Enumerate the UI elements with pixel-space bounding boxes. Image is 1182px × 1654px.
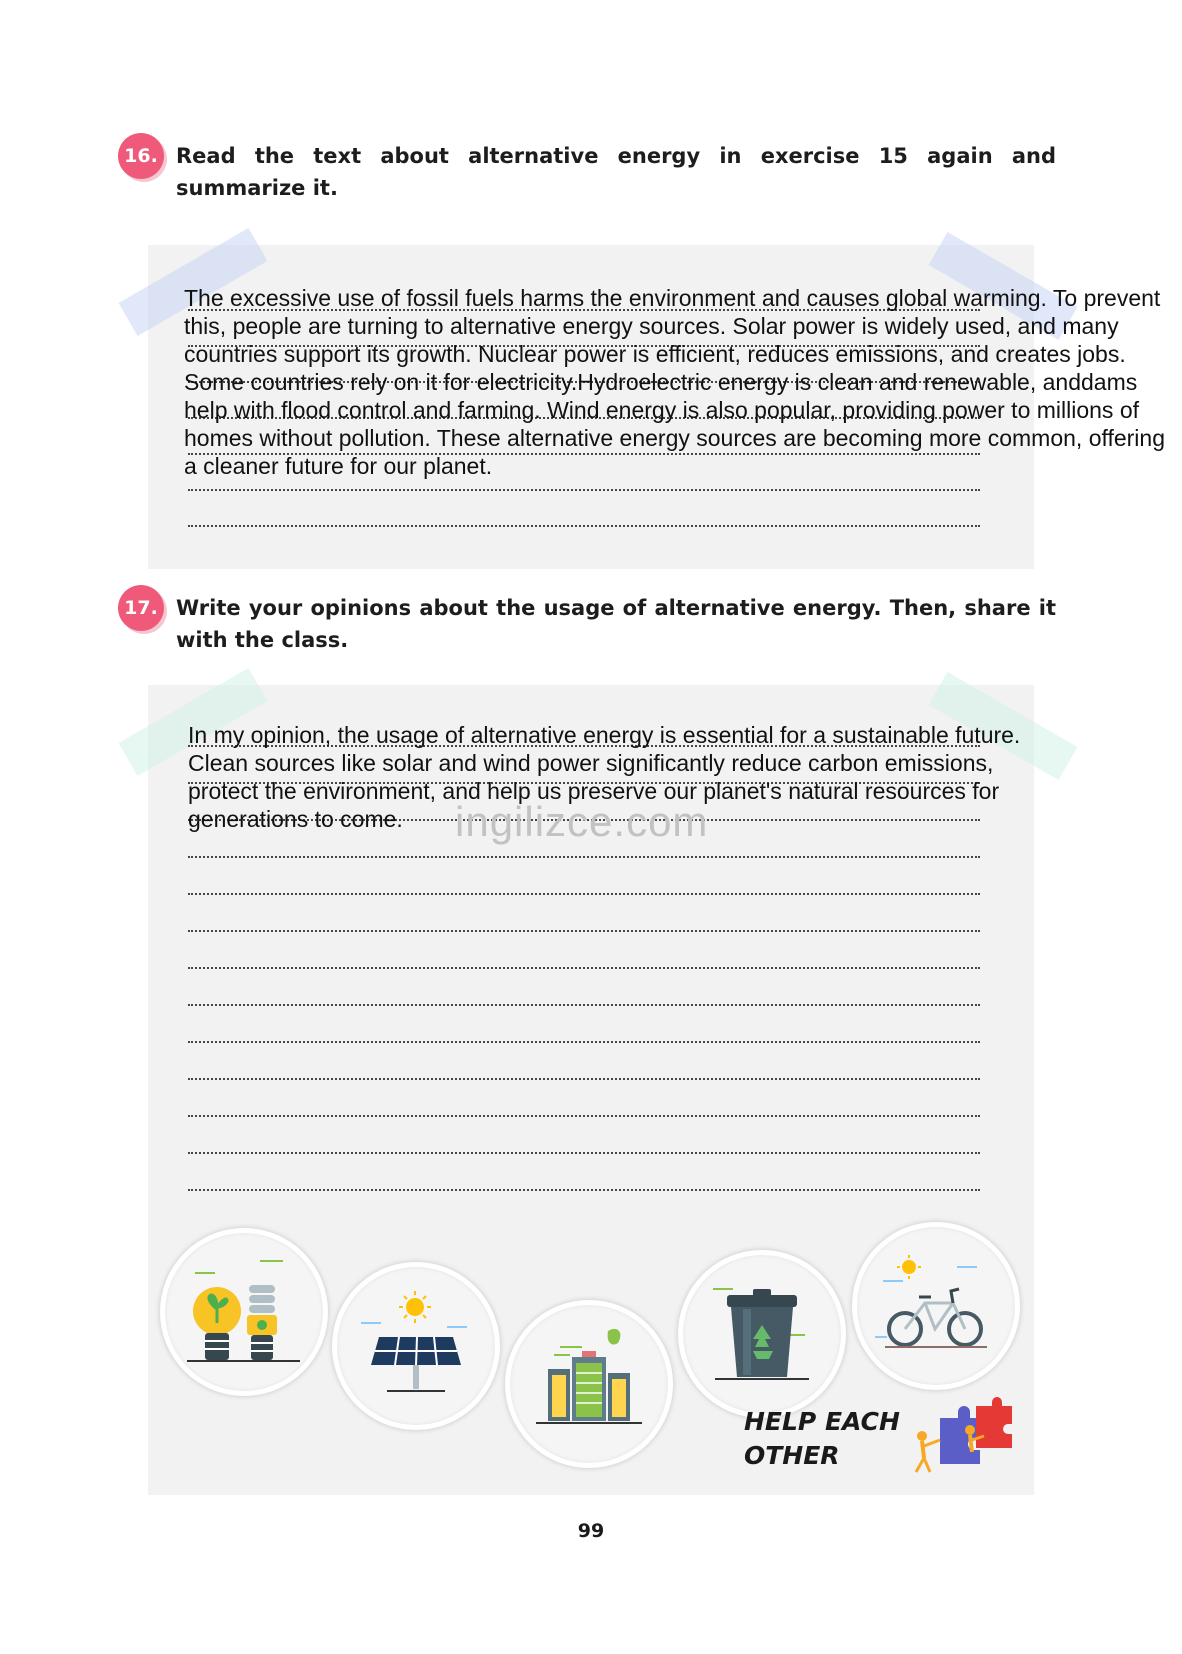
light-bulbs-icon bbox=[165, 1233, 323, 1391]
writing-line bbox=[188, 1078, 980, 1080]
solar-panel-icon bbox=[337, 1267, 495, 1425]
writing-line bbox=[188, 856, 980, 858]
page-number: 99 bbox=[577, 1520, 605, 1542]
motto-line-2: OTHER bbox=[744, 1441, 840, 1470]
writing-line bbox=[188, 1115, 980, 1117]
writing-line bbox=[188, 893, 980, 895]
puzzle-people-icon bbox=[910, 1396, 1020, 1476]
writing-line bbox=[188, 489, 980, 491]
question-16-instruction: Read the text about alternative energy in exercise 15 again and summarize it. bbox=[176, 144, 1056, 200]
writing-line bbox=[188, 1004, 980, 1006]
help-each-other-motto bbox=[744, 1405, 900, 1473]
illustration-circle-bulbs bbox=[160, 1228, 328, 1396]
watermark: ingilizce.com bbox=[455, 798, 709, 845]
writing-line bbox=[188, 930, 980, 932]
illustration-circle-recycle bbox=[678, 1250, 846, 1418]
question-number-17: 17. bbox=[118, 585, 164, 631]
writing-line bbox=[188, 1189, 980, 1191]
writing-line bbox=[188, 967, 980, 969]
illustration-circle-solar bbox=[332, 1262, 500, 1430]
illustration-circle-bike bbox=[852, 1222, 1020, 1390]
bicycle-icon bbox=[857, 1227, 1015, 1385]
writing-line bbox=[188, 525, 980, 527]
recycle-bin-icon bbox=[683, 1255, 841, 1413]
writing-line bbox=[188, 1152, 980, 1154]
question-17-instruction: Write your opinions about the usage of alternative energy. Then, share it with the class. bbox=[176, 596, 1056, 652]
illustration-circle-battery bbox=[505, 1300, 673, 1468]
battery-plant-icon bbox=[510, 1305, 668, 1463]
writing-line bbox=[188, 1041, 980, 1043]
motto-line-1: HELP EACH bbox=[744, 1407, 900, 1436]
answer-text-16[interactable]: The excessive use of fossil fuels harms the environment and causes global warming. To prevent this, people are turning to alternative energy sources. Solar power is widely used, and many countries support its growth. Nuclear power is efficient, reduces emissions, and creates jobs. Some countries rely on it for electricity.Hydroelectric energy is clean and renewable, anddams help with flood control and farming. Wind energy is also popular, providing power to millions of homes without pollution. These alternative energy sources are becoming more common, offering a cleaner future for our planet. bbox=[184, 285, 1166, 479]
question-number-16: 16. bbox=[118, 133, 164, 179]
answer-text-17[interactable]: In my opinion, the usage of alternative energy is essential for a sustainable future. Clean sources like solar and wind power significantly reduce carbon emissions, protect the environment, and help us preserve our planet's natural resources for generations to come. bbox=[188, 722, 1021, 832]
